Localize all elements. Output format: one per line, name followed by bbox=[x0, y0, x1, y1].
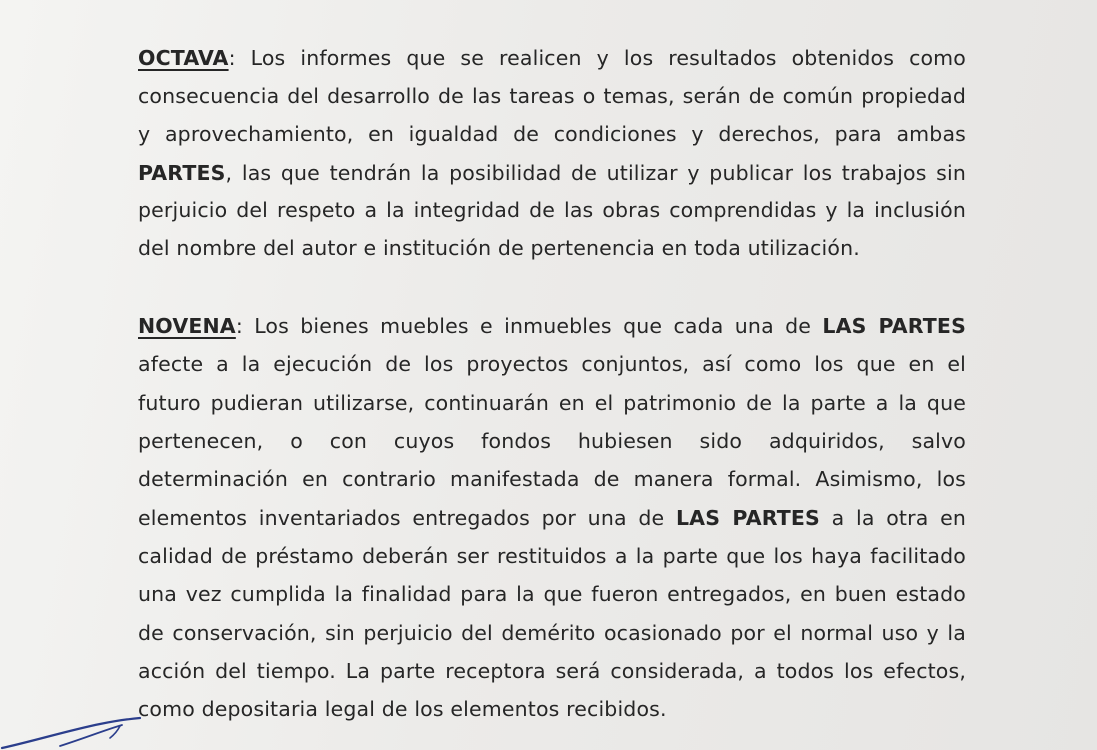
novena-line-11: como depositaria legal de los elementos recibidos. bbox=[138, 697, 667, 721]
octava-heading: OCTAVA bbox=[138, 46, 229, 70]
novena-line-1 bbox=[138, 312, 966, 340]
octava-line-5: perjuicio del respeto a la integridad de las obras comprendidas y la inclusión bbox=[138, 198, 966, 222]
novena-line-9: de conservación, sin perjuicio del demérito ocasionado por el normal uso y la bbox=[138, 621, 966, 645]
signature-stroke bbox=[0, 700, 160, 750]
novena-las-partes-bold-2: LAS PARTES bbox=[675, 506, 820, 530]
novena-line-10: acción del tiempo. La parte receptora será considerada, a todos los efectos, bbox=[138, 659, 966, 683]
novena-line-6-post: a la otra en bbox=[819, 506, 966, 530]
novena-line-2: afecte a la ejecución de los proyectos conjuntos, así como los que en el bbox=[138, 352, 966, 376]
octava-line-3: y aprovechamiento, en igualdad de condiciones y derechos, para ambas bbox=[138, 122, 966, 146]
novena-line-3: futuro pudieran utilizarse, continuarán en el patrimonio de la parte a la que bbox=[138, 391, 966, 415]
octava-line-4-text: , las que tendrán la posibilidad de utilizar y publicar los trabajos sin bbox=[225, 161, 966, 185]
novena-line-7: calidad de préstamo deberán ser restituidos a la parte que los haya facilitado bbox=[138, 544, 966, 568]
novena-heading: NOVENA bbox=[138, 314, 236, 338]
novena-las-partes-bold: LAS PARTES bbox=[822, 314, 966, 338]
novena-line-6-pre: elementos inventariados entregados por una de bbox=[138, 506, 676, 530]
octava-line-6: del nombre del autor e institución de pertenencia en toda utilización. bbox=[138, 236, 860, 260]
novena-line-6 bbox=[138, 504, 966, 532]
octava-line-1 bbox=[138, 44, 966, 72]
novena-line-1-text: : Los bienes muebles e inmuebles que cada una de bbox=[235, 314, 823, 338]
octava-line-4 bbox=[138, 159, 966, 187]
novena-line-5: determinación en contrario manifestada de manera formal. Asimismo, los bbox=[138, 467, 966, 491]
octava-line-1-text: : Los informes que se realicen y los resultados obtenidos como bbox=[228, 46, 966, 70]
novena-line-8: una vez cumplida la finalidad para la que fueron entregados, en buen estado bbox=[138, 582, 966, 606]
novena-line-4: pertenecen, o con cuyos fondos hubiesen sido adquiridos, salvo bbox=[138, 429, 966, 453]
octava-line-2: consecuencia del desarrollo de las tareas o temas, serán de común propiedad bbox=[138, 84, 966, 108]
octava-partes-bold: PARTES bbox=[138, 161, 226, 185]
